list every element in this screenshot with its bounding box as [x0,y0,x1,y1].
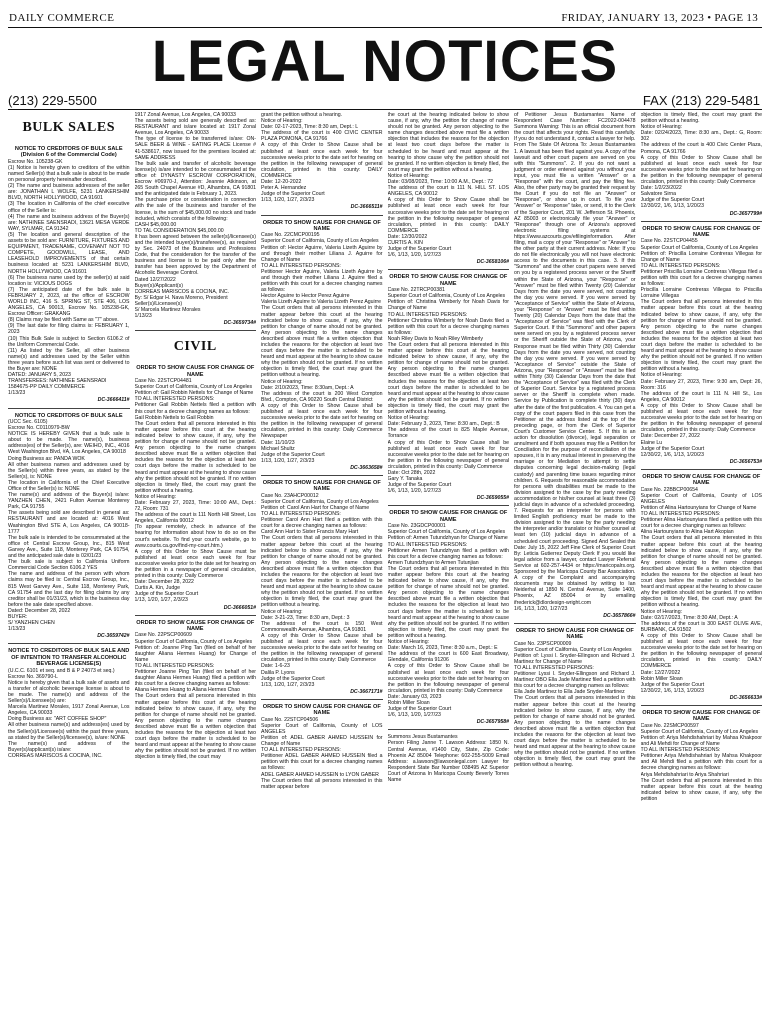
notice-divider [8,408,130,409]
notice-divider [261,215,383,216]
notice-title: ORDER TO SHOW CAUSE FOR CHANGE OF NAME [642,473,761,487]
notice-body: of Petitioner Jesus Bustamantes Name of Respondent Case Number: FC2022-004478 Summons Warning: This is an official document from the court that affects your rights. Read this carefully. If you do not understand it, contact a lawyer for help. From The State Of Arizona To: Jesus Bustamantes 1. A lawsuit has been filed against you. A copy of the lawsuit and other court papers are served on you with this "Summons". 2. If you do not want a judgment or order entered against you without your input, you must file a written "Answer" or a "Response" with the court, and pay the filing fee. Also, the other party may be granted their request by the Court if you do not file an "Answer" or "Response", or show up in court. To file your "Answer" or "Response" take, or send, it to the Clerk of the Superior Court, 201 W. Jefferson St. Phoenix, AZ 85003 or electronically file your "Answer" or "Response" through one of Arizona's approved electronic filing systems at https://www.azcourts.gov/efilinginformation. After filing, mail a copy of your "Response" or "Answer" to the other party at their current address. Note: If you do not file electronically you will not have electronic access to the documents in this case. 3. If this "Summons" and the other court papers were served on you by a registered process server or the Sheriff within the State of Arizona, your "Response" or "Answer" must be filed within Twenty (20) Calendar Days from the date you were served, not counting the day you were served. If you were served by "Acceptance of Service" within the State of Arizona, your "Response" or "Answer" must be filed within Twenty (20) Calendar Days from the date that the "Acceptance of Service" was filed with the Clerk of Superior Court. If this "Summons" and other papers were served on you by a registered process server or the Sheriff outside the State of Arizona, your Response must be filed within Thirty (30) Calendar Days from the date you were served, not counting the day you were served. If you were served by "Acceptance of Service" outside the State of Arizona, your "Response" or "Answer" must be filed within Thirty (30) Calendar Days from the date that the "Acceptance of Service" was filed with the Clerk of Superior Court. Service by a registered process server or the Sheriff is complete when made. Service by Publication is complete thirty (30) days after the date of the first publication. 4. You can get a copy of the court papers filed in this case from the Petitioner at the address listed at the top of the preceding page, or from the Clerk of Superior Court's Customer Service Center. 5. If this is an action for dissolution (divorce), legal separation or annulment and if both spouses may file a Petition for Conciliation for the purpose of reconciliation of the spouses, it is in any mutual interest in preserving the marriage or for Mediation to attempt to settle disputes concerning legal decision-making (legal custody) and parenting time issues regarding minor children. 6. Requests for reasonable accommodation for persons with disabilities must be made to the division assigned to the case by the party needing accommodation or his/her counsel at least three (3) judicial days in advance of a scheduled proceeding. 7. Requests for an interpreter for persons with limited English proficiency must be made to the division assigned to the case by the party needing the interpreter and/or translator or his/her counsel at least ten (10) judicial days in advance of a scheduled court proceeding. Signed And Sealed this Date: July 15, 2022 Jeff Fine Clerk of Superior Court By: Leticia Gutierrez Deputy Clerk If you would like legal advice from a lawyer, contact Lawyer Referral Service at 602-257-4434 or https://maricopalrs.org. Sponsored by the Maricopa County Bar Association. A copy of the Complaint and accompanying documents may be obtained by writing to Ian Neiderhal at 1850 N. Central Avenue, Suite 1400, Phoenix, AZ 85004 or by emailing ifrederick@dlordesign-wright.com 1/6, 1/13, 1/20, 1/27/23 [514,112,636,612]
date-page-line: FRIDAY, JANUARY 13, 2023 • PAGE 13 [561,12,758,24]
notice-title: ORDER TO SHOW CAUSE FOR CHANGE OF NAME [642,709,761,723]
notice-body: Case No. 23PSCP00009 Superior Court of California, County of Los Angeles Petition of: Lyssi I. Snyder-Ellingson and Richard J. Martinez for Change of Name TO ALL INTERESTED PERSONS: Petitioner Lyssi I. Snyder-Ellingson and Richard J. Martinez OBO Ella Jade Martinez filed a petition with this court for a decree changing names as follows: Ella Jade Martinez to Ella Jade Snyder-Martinez The Court orders that all persons interested in this matter appear before this court at the hearing indicated below to show cause, if any, why the petition for change of name should not be granted. Any person objecting to the name changes described above must file a written objection that includes the reasons for the objection at least two court days before the matter is scheduled to be heard and must appear at the hearing to show cause why the petition should not be granted. If no written objection is timely filed, the court may grant the petition without a hearing. [514,640,636,769]
legal-notice [514,112,636,624]
legal-notice [388,274,510,506]
notice-title: ORDER TO SHOW CAUSE FOR CHANGE OF NAME [515,627,634,641]
column-1 [8,112,130,1020]
notice-title: ORDER TO SHOW CAUSE FOR CHANGE OF NAME [389,274,508,287]
notice-title: ORDER TO SHOW CAUSE FOR CHANGE OF NAME [642,225,761,238]
notice-body: 1917 Zonal Avenue, Los Angeles, CA 90033 The assets being sold are generally described as: RESTAURANT and is/are located at: 1917 Zonal Avenue, Los Angeles, CA 90033 The type of license to be transferred is/are: ON-SALE BEER & WINE - EATING PLACE License # 41-538617, now issued for the premises located at: SAME ADDRESS The bulk sale and transfer of alcoholic beverage license(s) is/are intended to be consummated at the office of: DYNASTY ESCROW CORPORATION, Escrow #06970-J, Attention: Jeannie Atkinson, at 265 South Chapel Avenue #D, Alhambra, CA 91801 and the anticipated date is February 1, 2023. The purchase price or consideration in connection with the sale of the business and transfer of the license, is the sum of $45,000.00 no stock and trade included, which consists of the following: CASH $45,000.00 TO TAL CONSIDERATION $45,000.00 It has been agreed between the seller(s)/licensee(s) and the intended buyer(s)/transferee(s), as required by Sec. 24073 of the Business and Professions Code, that the consideration for the transfer of the business and license is to be paid only after the transfer has been approved by the Department of Alcoholic Beverage Control. Dated 12/27/2022 Buyer(s)/Applicant(s) CORREAS MARISCOS & COCINA, INC. By: S/ Edgar H. Nava Moreno, President Seller(s)/Licensee(s) S/ Marcela Martinez Morales 1/13/23 [134,112,256,320]
publication-name: DAILY COMMERCE [9,12,115,24]
notice-body: (UCC Sec. 6105) Escrow No. C0110979-BW NOTICE IS HEREBY GIVEN that a bulk sale is about to be made. The name(s), business address(es) of the Seller(s), are: WEIHO, INC., 4016 West Washington Blvd, #A, Los Angeles, CA 90018 Doing Business as: PANDA WOK All other business names and addresses used by the Seller(s) within three years, as stated by the Seller(s), is: NONE The location in California of the Chief Executive Office of the Seller(s) is: NONE The name(s) and address of the Buyer(s) is/are: YANZHEN CHEN, 2421 Fulton Avenue Monterey Park, CA 91755 The assets being sold are described in general as: RESTAURANT and are located at: 4016 West Washington Blvd STE A, Los Angeles, CA 90018-1777 The bulk sale is intended to be consummated at the office of: Central Escrow Group, Inc., 815 West Garvey Ave., Suite 118, Monterey Park, CA 91754, and the anticipated sale date is 02/01/23 The bulk sale is subject to California Uniform Commercial Code Section 6106.2 YES The name and address of the person with whom claims may be filed is: Central Escrow Group, Inc., 815 West Garvey Ave., Suite 118, Monterey Park, CA 91754 and the last day for filing claims by any creditor shall be 01/31/23, which is the business day before the sale date specified above. Dated: December 28, 2022 BUYER: S/ YANZHEN CHEN 1/13/23 [8,418,130,633]
legal-notice [641,226,763,470]
notice-id: DC-3659734# [223,320,256,327]
notice-id: DC-3656633# [729,694,762,701]
column-3 [261,112,383,1020]
notice-title: NOTICE TO CREDITORS OF BULK SALE AND OF INTENTION TO TRANSFER ALCOHOLIC BEVERAGE LICENSE(S) [8,648,130,668]
notice-body: Case No. 23GDCP00001 Superior Court of California, County of Los Angeles Petition of: Armen Tutundzhyan for Change of Name TO ALL INTERESTED PERSONS: Petitioner Armen Tutundzhyan filed a petition with this court for a decree changing names as follows: Armen Tutundzhyan to Armen Tutunjian The Court orders that all persons interested in this matter appear before this court at the hearing indicated below to show cause, if any, why the petition for change of name should not be granted. Any person objecting to the name changes described above must file a written objection that includes the reasons for the objection at least two court days before the matter is scheduled to be heard and must appear at the hearing to show cause why the petition should not be granted. If no written objection is timely filed, the court may grant the petition without a hearing. Notice of Hearing: Date: March 16, 2023, Time: 8:30 a.m., Dept.: E The address of the court is 600 East Broadway, Glendale, California 91206 A copy of this Order to Show Cause shall be published at least once each week for four successive weeks prior to the date set for hearing on the petition in the following newspaper of general circulation, printed in this county: Daily Commerce Date: January 03, 2023 Robin Miller Sloan Judge of the Superior Court 1/6, 1/13, 1/20, 1/27/23 [387,523,509,719]
legal-notice [8,146,130,409]
notice-divider [135,330,257,331]
notice-divider [388,505,510,506]
notice-body: Case No. 22TRCP00381 Superior Court of California, County of Los Angeles Petition of: Christina Wimberly for Noah Davis for Change of Name TO ALL INTERESTED PERSONS: Petitioner Christina Wimberly for Noah Davis filed a petition with this court for a decree changing names as follows: Noah Riley Davis to Noah Riley Wimberly The Court orders that all persons interested in this matter appear before this court at the hearing indicated below to show cause, if any, why the petition for change of name should not be granted. Any person objecting to the name changes described above must file a written objection that includes the reasons for the objection at least two court days before the matter is scheduled to be heard and must appear at the hearing to show cause why the petition should not be granted. If no written objection is timely filed, the court may grant the petition without a hearing. Notice of Hearing: Date: February 3, 2023, Time: 8:30 am., Dept.: B The address of the court is 825 Maple Avenue, Torrance A copy of this Order to Show Cause shall be published at least once each week for four successive weeks prior to the date set for hearing on the petition in the following newspaper of general circulation, printed in this county: Daily Commerce Date: Oct 28th, 2022 Gary Y. Tanaka Judge of the Superior Court 1/6, 1/13, 1/20, 1/27/23 [387,287,509,495]
notice-body: Case No. 22BBCP00654 Superior Court of California, County of LOS ANGELES Petition of Alina Hartounyians for Change of Name TO ALL INTERESTED PERSONS: Petitioner Alina Hartounyians filed a petition with this court for a decree changing names as follows: Alina Hartounyians to Alina Hart Akopian The Court orders that all persons interested in this matter appear before this court at the hearing indicated below to show cause, if any, why the petition for change of name should not be granted. Any person objecting to the name changes described above must file a written objection that includes the reasons for the objection at least two court days before the matter is scheduled to be heard and must appear at the hearing to show cause why the petition should not be granted. If no written objection is timely filed, the court may grant the petition without a hearing. Notice of Hearing: Date: 02/17/2023, Time: 8:30 AM, Dept.: A The address of the court is 300 EAST OLIVE AVE, BURBANK, CA 91502 A copy of this Order to Show Cause shall be published at least once each week for four successive weeks prior to the date set for hearing on the petition in the following newspaper of general circulation, printed in this county: DAILY COMMERCE Date: 12/27/2022 Robin Miller Sloan Judge of the Superior Court 12/30/22, 1/6, 1/13, 1/20/23 [640,486,762,694]
notice-body: Case No. 22STCP04455 Superior Court of California, County of Los Angeles Petition of: Priscilla Lorraine Contreras Villegas for Change of Name TO ALL INTERESTED PERSONS: Petitioner Priscilla Lorraine Contreras Villegas filed a petition with this court for a decree changing names as follows: Priscilla Lorraine Contreras Villegas to Priscilla Lorraine Villegas The Court orders that all persons interested in this matter appear before this court at the hearing indicated below to show cause, if any, why the petition for change of name should not be granted. Any person objecting to the name changes described above must file a written objection that includes the reasons for the objection at least two court days before the matter is scheduled to be heard and must appear at the hearing to show cause why the petition should not be granted. If no written objection is timely filed, the court may grant the petition without a hearing. Notice of Hearing: Date: February 27, 2023, Time: 9:30 am, Dept: 26, Room: 316 The address of the court is 111 N. Hill St., Los Angeles, CA 90012 A copy of this Order to Show Cause shall be published at least once each week for four successive weeks prior to the date set for hearing on the petition in the following newspaper of general circulation, printed in this county: Daily Commerce Date: December 27, 2022 Elaine Lu Judge of the Superior Court 12/30/22, 1/6, 1/13, 1/20/23 [640,238,762,458]
notice-body: Case No. 22PSCP00609 Superior Court of California, County of Los Angeles Petition of: Joanne Ping Tan (filed on behalf of her daughter Aliana Hermes Huang) for Change of Name TO ALL INTERESTED PERSONS: Petitioner Joanne Ping Tan (filed on behalf of her daughter Aliana Hermes Huang) filed a petition with this court for a decree changing names as follows: Aliana Hermes Huang to Aliana Hermes Chao The Court orders that all persons interested in this matter appear before this court at the hearing indicated below to show cause, if any, why the petition for change of name should not be granted. Any person objecting to the name changes described above must file a written objection that includes the reasons for the objection at least two court days before the matter is scheduled to be heard and must appear at the hearing to show cause why the petition should not be granted. If no written objection is timely filed, the court may [134,632,256,761]
notice-columns [8,112,762,1020]
notice-divider [388,729,510,730]
notice-title: ORDER TO SHOW CAUSE FOR CHANGE OF NAME [136,619,255,633]
notice-id: DC-3659055# [476,495,509,502]
section-heading: BULK SALES [22,120,116,135]
notice-id: DC-3666411# [97,397,130,404]
notice-divider [641,221,763,222]
notice-id: DC-3663658# [350,464,383,471]
notice-body: Summons Jesus Bustamantes Person Filing Janne T. Lawson Address: 1850 N. Central Avenue, #1400 City, State, Zip Code: Phoenix AZ 85004 Telephone: 602-255-5009 Email Address: a.lawson@lawsonlegal.com Lawyer for Respondent State Bar Number 038495 AZ Superior Court of Arizona In Maricopa County Beverly Torres Name [387,734,509,783]
notice-title: ORDER TO SHOW CAUSE FOR CHANGE OF NAME [136,365,255,378]
notice-divider [261,475,383,476]
notice-body: objection is timely filed, the court may grant the petition without a hearing. Notice of Hearing: Date: 02/24/2023, Time: 8:30 am., Dept.: G, Room: 302 The address of the court is 400 Civic Center Plaza, Pomona, CA 91766 A copy of this Order to Show Cause shall be published at least once each week for four successive weeks prior to the date set for hearing on the petition in the following newspaper of general circulation, printed in this county: Daily Commerce Date: 1/2/23/2022 Salvatore Sirna Judge of the Superior Court 12/30/22, 1/6, 1/13, 1/20/23 [640,112,762,210]
phone-number: (213) 229-5500 [8,93,97,108]
notice-divider [641,705,763,706]
header-bottom-rule [8,109,762,110]
column-6 [641,112,763,1020]
legal-notice [135,365,257,615]
legal-notice [641,474,763,706]
legal-notice [261,112,383,216]
notice-title: NOTICE TO CREDITORS OF BULK SALE [14,412,123,419]
legal-notice [261,480,383,700]
notice-id: DC-3666511# [350,204,383,211]
notice-body: grant the petition without a hearing. Notice of Hearing: Date: 02-17-2023, Time: 8:30 am, Dept.: L The address of the court is 400 CIVIC CENTER PLAZA POMONA, CA 91766 A copy of this Order to Show Cause shall be published at least once each week for four successive weeks prior to the date set for hearing on the petition in the following newspaper of general circulation, printed in this county: DAILY COMMERCE Date: 12-20-2022 Peter A. Hernandez Judge of the Superior Court 1/13, 1/20, 1/27, 2/3/23 [261,112,383,204]
notice-id: DC-3659742# [97,633,130,640]
section-heading: CIVIL [173,339,217,355]
notice-id: DC-3657958# [476,719,509,726]
fax-number: FAX (213) 229-5481 [642,93,760,108]
notice-divider [641,469,763,470]
legal-notice [388,510,510,730]
notice-title: ORDER TO SHOW CAUSE FOR CHANGE OF NAME [262,479,381,493]
masthead [0,0,770,110]
legal-notice [8,413,130,645]
legal-notice [261,220,383,476]
legal-notice [388,112,510,270]
notice-divider [8,643,130,644]
notice-body: the court at the hearing indicated below to show cause, if any, why the petition for change of name should not be granted. Any person objecting to the name changes described above must file a written objection that includes the reasons for the objection at least two court days before the matter is scheduled to be heard and must appear at the hearing to show cause why the petition should not be granted. If no written objection is timely filed, the court may grant the petition without a hearing. Notice of Hearing: Date: 03/08/2023, Time: 10:00 A.M., Dept.: 72 The address of the court is 111 N. HILL ST. LOS ANGELES, CA 90012 A copy of this Order to Show Cause shall be published at least once each week for four successive weeks prior to the date set for hearing on the petition in the following newspaper of general circulation, printed in this county: DAILY COMMERCE Date: 12/30/2022 CURTIS A. KIN Judge of the Superior Court 1/6, 1/13, 1/20, 1/27/23 [387,112,509,259]
legal-notice [135,620,257,761]
notice-divider [135,615,257,616]
notice-id: DC-3658106# [476,259,509,266]
legal-notice [261,704,383,790]
legal-notice [641,112,763,222]
legal-notice [388,734,510,783]
column-4 [388,112,510,1020]
notice-id: DC-3667171# [350,688,383,695]
notice-body: Case No. 22SMCP00597 Superior Court of California, County of Los Angeles Petition of: Ariya Mehdishahriari by Mahsa Khakpoor and Ali Mehdi for Change of Name TO ALL INTERESTED PERSONS: Petitioner Ariya Mehdishahriari by Mahsa Khakpoor and Ali Mehdi filed a petition with this court for a decree changing names as follows: Ariya Mehdishahriari to Ariya Shahriari The Court orders that all persons interested in this matter appear before this court at the hearing indicated below to show cause, if any, why the petition [640,722,762,802]
notice-title: ORDER TO SHOW CAUSE FOR CHANGE OF NAME [262,703,381,717]
notice-body: Case No. 23AHCP00012 Superior Court of California, County of Los Angeles Petition of: Carol Ann Hart for Change of Name TO ALL INTERESTED PERSONS: Petitioner Carol Ann Hart filed a petition with this court for a decree changing names as follows: Carol Ann Hart to Sister Francis Mary Hart The Court orders that all persons interested in this matter appear before this court at the hearing indicated below to show cause, if any, why the petition for change of name should not be granted. Any person objecting to the name changes described above must file a written objection that includes the reasons for the objection at least two court days before the matter is scheduled to be heard and must appear at the hearing to show cause why the petition should not be granted. If no written objection is timely filed, the court may grant the petition without a hearing. Notice of Hearing: Date: 3-21-23, Time: 8:30 am, Dept.: 3 The address of the court is 150 West Commonwealth Avenue, Alhambra, CA 91801 A copy of this Order to Show Cause shall be published at least once each week for four successive weeks prior to the date set for hearing on the petition in the following newspaper of general circulation, printed in this county: Daily Commerce Date: 1-6-23 Dalila P. Lyons Judge of the Superior Court 1/13, 1/20, 1/27, 2/3/23 [261,492,383,688]
notice-id: DC-3657866# [603,612,636,619]
notice-id: DC-3656753# [729,458,762,465]
column-5 [514,112,636,1020]
legal-notice [135,112,257,331]
notice-body: (U.C.C. 6101 et seq. and B & P 24073 et seq.) Escrow No. 369790-L Notice is hereby given that a bulk sale of assets and a transfer of alcoholic beverage license is about to be made. The name(s) and address of the Seller(s)/Licensee(s) are: Marcela Martinez Morales, 1917 Zonal Avenue, Los Angeles, CA 90033 Doing Business as: "ART COFFEE SHOP" All other business name(s) and address(es) used by the Seller(s)/Licensee(s) within the past three years, as stated by the Seller(s)/licensee(s), is/are: NONE The name(s) and address of the Buyer(s)/applicant(s) is/are: CORREAS MARISCOS & COCINA, INC. [8,667,130,759]
notice-body: Case No. 22STCP04506 Superior Court of California, County of LOS ANGELES Petition of: ADEL GABER AHMED HUSSEIN for Change of Name TO ALL INTERESTED PERSONS: Petitioner ADEL GABER AHMED HUSSEIN filed a petition with this court for a decree changing names as follows: ADEL GABER AHMED HUSSEIN to LYON GABER The Court orders that all persons interested in this matter appear before [261,716,383,790]
notice-id: DC-3666051# [223,604,256,611]
notice-title: ORDER TO SHOW CAUSE FOR CHANGE OF NAME [389,510,508,523]
notice-divider [514,623,636,624]
notice-title: ORDER TO SHOW CAUSE FOR CHANGE OF NAME [262,219,381,232]
column-2 [135,112,257,1020]
legal-notice [641,710,763,802]
notice-body: Case No. 22CMCP00195 Superior Court of California, County of Los Angeles Petition of: Hector Aguirre, Valeria Lizeth Aguirre by and through their mother Liliana J. Aguirre for Change of Name TO ALL INTERESTED PERSONS: Petitioner Hector Aguirre, Valeria Lizeth Aguirre by and through their mother Liliana J. Aguirre filed a petition with this court for a decree changing names as follows: Hector Aguirre to Hector Perez Aguirre Valeria Lizeth Aguirre to Valeria Lizeth Perez Aguirre The Court orders that all persons interested in this matter appear before this court at the hearing indicated below to show cause, if any, why the petition for change of name should not be granted. Any person objecting to the name changes described above must file a written objection that includes the reasons for the objection at least two court days before the matter is scheduled to be heard and must appear at the hearing to show cause why the petition should not be granted. If no written objection is timely filed, the court may grant the petition without a hearing. Notice of Hearing: Date: 2/10/2023, Time: 8:30am, Dept.: A The address of the court is 200 West Compton Blvd., Compton, CA 90220 South Central District A copy of this Order to Show Cause shall be published at least once each week for four successive weeks prior to the date set for hearing on the petition in the following newspaper of general circulation, printed in this county: Daily Commerce Newspaper Date: 11/10/23 Michael Shultz Judge of the Superior Court 1/13, 1/20, 1/27, 2/3/23 [261,232,383,464]
notice-divider [388,269,510,270]
notice-body: Escrow No. 105238-GK (1) Notice is hereby given to creditors of the within named Seller(s) that a bulk sale is about to be made on personal property hereinafter described. (2) The name and business addresses of the seller are: JONATHAN L WOLFE, 5231 LANKERSHIM BLVD, NORTH HOLLYWOOD, CA 91601 (3) The location in California of the chief executive office of the Seller is: (4) The name and business address of the Buyer(s) are: NATHINEE SAENSRADI, 13621 MESA VERDE WAY, SYLMAR, CA 91342 (5) The location and general description of the assets to be sold are: FURNITURE, FIXTURES AND EQUIPMENT, TRADENAME, COVENANT NOT TO COMPETE, GOODWILL, LEASE, AND LEASEHOLD IMPROVEMENTS of that certain business located at: 5231 LANKERSHIM BLVD, NORTH HOLLYWOOD, CA 91601 (6) The business name used by the seller(s) at said location is: VICIOUS DOGS (7) The anticipated date of the bulk sale is FEBRUARY 2, 2023, at the office of ESCROW WORLD INC, 416 S. SPRING ST, STE 406, LOS ANGELES, CA 90013, Escrow No. 105238-GK, Escrow Officer: GRAKANG (8) Claims may be filed with Same as "7" above. (9) The last date for filing claims is: FEBRUARY 1, 2023 (10) This Bulk Sale is subject to Section 6106.2 of the Uniform Commercial Code. (11) As listed by the Seller, all other business name(s) and addresses used by the Seller within three years before such list was sent or delivered to the Buyer are: NONE DATED: JANUARY 5, 2023 TRANSFEREES: NATHINEE SAENSRADI 1584675-PP DAILY COMMERCE 1/13/23 [8,158,130,397]
legal-notice [514,628,636,769]
page-title: LEGAL NOTICES [151,27,619,94]
notice-body: Case No. 22STCP04481 Superior Court of California, County of Los Angeles Petition of: Gail Robbin Nettels for Change of Name TO ALL INTERESTED PERSONS: Petitioner Gail Robbin Nettels filed a petition with this court for a decree changing names as follows: Gail Robbin Nettels to Gail Robbin The Court orders that all persons interested in this matter appear before this court at the hearing indicated below to show cause, if any, why the petition for change of name should not be granted. Any person objecting to the name changes described above must file a written objection that includes the reasons for the objection at least two court days before the matter is scheduled to be heard and must appear at the hearing to show cause why the petition should not be granted. If no written objection is timely filed, the court may grant the petition without a hearing. Notice of Hearing: Date: February 27, 2023, Time: 10:00 AM., Dept.: 72, Room: 731 The address of the court is 111 North Hill Street, Los Angeles, California 90012 (To appear remotely, check in advance of the hearing for information about how to do so on the court's website. To find your court's website, go to www.courts.ca.gov/find-my-court.htm.) A copy of this Order to Show Cause must be published at least once each week for four successive weeks prior to the date set for hearing on the petition in a newspaper of general circulation, printed in this county: Daily Commerce Date: December 28, 2022 Curtis A. Kin, Judge Judge of the Superior Court 1/13, 1/20, 1/27, 2/3/23 [134,378,256,604]
legal-notice [8,648,130,759]
notice-divider [261,699,383,700]
notice-title: NOTICE TO CREDITORS OF BULK SALE (Division 6 of the Commercial Code) [14,146,123,159]
notice-id: DC-3657799# [729,210,762,217]
